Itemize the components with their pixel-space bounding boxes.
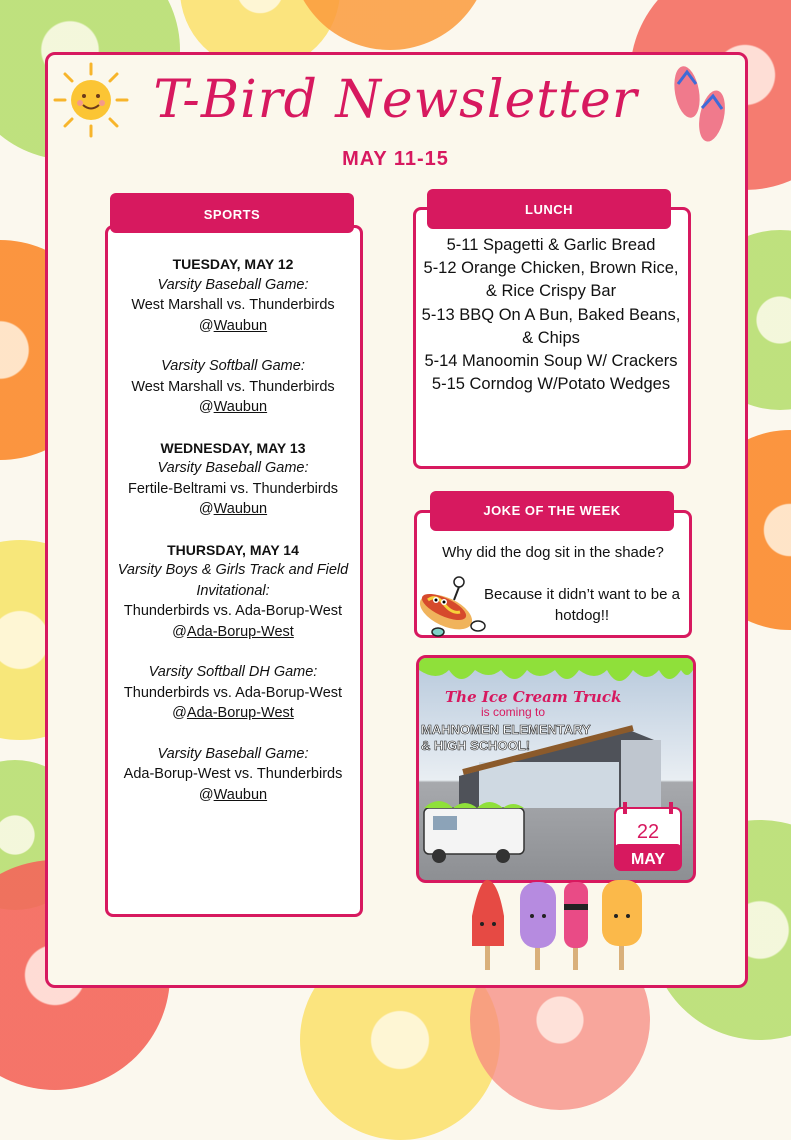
location-prefix: @ [198, 399, 214, 415]
lunch-item: 5-15 Corndog W/Potato Wedges [431, 375, 671, 394]
sports-schedule [108, 254, 358, 805]
lunch-menu [417, 234, 685, 396]
event-teams: West Marshall vs. Thunderbirds [131, 297, 335, 313]
event-teams: Thunderbirds vs. Ada-Borup-West [123, 603, 343, 619]
lunch-item: 5-13 BBQ On A Bun, Baked Beans, & Chips [421, 305, 681, 347]
sports-heading: SPORTS [110, 193, 354, 233]
joke-question: Why did the dog sit in the shade? [442, 544, 664, 561]
event-location [108, 397, 358, 418]
location-prefix: @ [198, 317, 214, 334]
location-link[interactable]: Waubun [213, 317, 268, 334]
sports-day-heading: THURSDAY, MAY 14 [167, 541, 299, 558]
event-teams: Fertile-Beltrami vs. Thunderbirds [127, 480, 339, 497]
location-link[interactable]: Waubun [213, 786, 268, 803]
sports-day-heading: WEDNESDAY, MAY 13 [160, 439, 306, 456]
calendar-day: 22 [636, 821, 660, 843]
event-location [108, 316, 358, 337]
location-link[interactable]: Ada-Borup-West [186, 705, 294, 721]
calendar-month: MAY [630, 851, 666, 868]
lunch-item: 5-12 Orange Chicken, Brown Rice, & Rice Crispy Bar [423, 259, 679, 301]
sports-event [108, 458, 358, 520]
lunch-item: 5-11 Spagetti & Garlic Bread [446, 236, 656, 254]
location-prefix: @ [172, 705, 187, 721]
event-teams: West Marshall vs. Thunderbirds [131, 378, 335, 395]
page-title: T-Bird Newsletter [153, 70, 638, 130]
sports-event [108, 560, 358, 642]
location-link[interactable]: Waubun [213, 501, 268, 517]
calendar-icon [615, 802, 681, 870]
event-title: Varsity Baseball Game: [157, 460, 309, 476]
flyer-line2: MAHNOMEN ELEMENTARY [421, 722, 591, 737]
sports-event [108, 662, 358, 724]
event-title: Varsity Baseball Game: [157, 745, 309, 762]
event-location [108, 499, 358, 520]
lunch-heading: LUNCH [427, 189, 671, 229]
event-location [108, 622, 358, 643]
event-location [108, 703, 358, 724]
location-prefix: @ [172, 623, 187, 640]
sports-event [108, 356, 358, 418]
joke-answer: Because it didn’t want to be a hotdog!! [484, 586, 680, 624]
ice-cream-flyer [416, 655, 696, 883]
event-title: Varsity Softball Game: [161, 358, 305, 374]
flyer-line3: & HIGH SCHOOL! [421, 738, 531, 753]
sports-day-heading: TUESDAY, MAY 12 [172, 256, 294, 272]
location-prefix: @ [198, 501, 214, 517]
event-location [108, 785, 358, 806]
event-title: Varsity Softball DH Game: [148, 664, 318, 680]
event-teams: Ada-Borup-West vs. Thunderbirds [123, 766, 343, 782]
joke-heading: JOKE OF THE WEEK [430, 491, 674, 531]
location-link[interactable]: Ada-Borup-West [186, 623, 294, 640]
event-title: Varsity Boys & Girls Track and Field Invitational: [117, 562, 349, 599]
flyer-script-title: The Ice Cream Truck [445, 688, 622, 706]
lunch-item: 5-14 Manoomin Soup W/ Crackers [424, 352, 678, 371]
location-link[interactable]: Waubun [213, 399, 268, 415]
hotdog-icon [414, 572, 494, 640]
flyer-line1: is coming to [481, 705, 546, 719]
flyer-art [419, 658, 693, 880]
event-title: Varsity Baseball Game: [157, 276, 309, 293]
event-teams: Thunderbirds vs. Ada-Borup-West [123, 684, 343, 701]
location-prefix: @ [198, 786, 214, 803]
date-range: MAY 11-15 [342, 148, 449, 170]
sports-event [108, 744, 358, 806]
popsicles-icon [466, 876, 646, 976]
sports-event [108, 275, 358, 337]
